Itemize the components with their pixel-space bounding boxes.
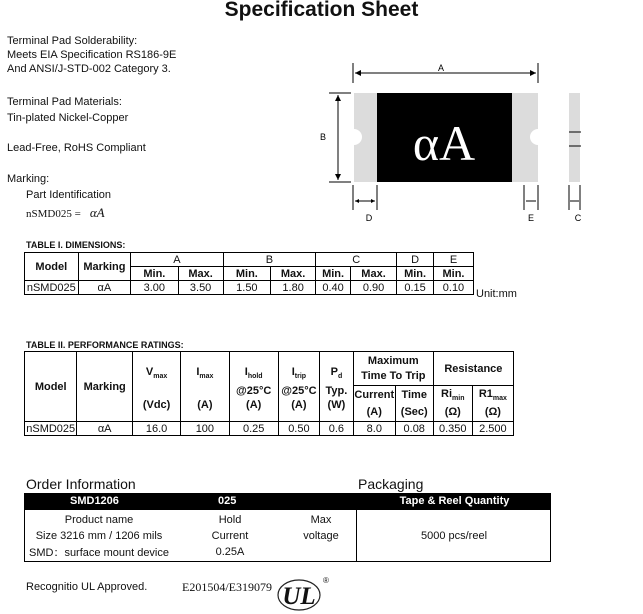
dimension-b-label: B [319,132,327,142]
marking-code: αA [89,205,105,220]
table1-header-row [25,253,474,267]
packaging-quantity: 5000 pcs/reel [420,530,488,542]
table1-subheader: Max. [350,267,396,281]
marking-equation-text: nSMD025 = [26,208,81,220]
table2-col-time: Time [395,386,433,404]
table1-group-b: B [223,253,316,267]
pd-condition: Typ. [325,384,348,397]
table1-cell: 3.00 [131,281,178,295]
table2-col-r1 [472,386,513,404]
ihold-unit: (A) [246,398,262,411]
page-title: Specification Sheet [224,0,419,21]
vmax-unit: (Vdc) [142,398,171,411]
vmax-sub: max [153,373,168,381]
performance-table [24,351,514,436]
table1-subheader: Min. [223,267,270,281]
solderability-line-1: Meets EIA Specification RS186-9E [7,49,177,61]
table2-cell: 0.6 [319,422,353,436]
table2-cell: nSMD025 [26,422,76,435]
ul-logo-icon [274,573,332,613]
order-bar-series: SMD1206 [70,495,119,507]
table2-cell: 0.08 [395,422,433,436]
vmax-symbol: V [145,366,154,379]
table2-col-model: Model [25,352,77,422]
side-view [569,93,580,182]
table-row [24,512,356,528]
table1-group-a: A [131,253,224,267]
table2-header-row [25,352,514,386]
pd-sub: d [337,373,343,381]
table2-cell: αA [77,422,133,436]
table2-cell: 8.0 [353,422,395,436]
table1-col-model: Model [25,253,79,281]
dimensions-table [24,252,474,295]
table1-cell: 1.50 [223,281,270,295]
order-cell: Size 3216 mm / 1206 mils [35,530,163,542]
table1-subheader: Min. [316,267,351,281]
order-table [24,512,356,560]
compliance-text: Lead-Free, RoHS Compliant [7,142,146,154]
table2-cell: 0.50 [278,422,319,436]
imax-sub: max [199,373,214,381]
table1-unit: Unit:mm [476,288,517,300]
left-notch [346,129,362,145]
table2-r1-unit: (Ω) [472,404,513,422]
order-cell [286,544,356,560]
table1-cell: nSMD025 [25,281,79,295]
table2-col-current: Current [353,386,395,404]
order-cell: Product name [64,514,134,526]
packaging-bar-title: Tape & Reel Quantity [399,495,510,507]
order-bar-rating: 025 [218,495,237,507]
solderability-section [7,34,176,76]
ul-file-numbers: E201504/E319079 [182,580,272,594]
part-identification: Part Identification [26,189,111,201]
table1-subheader: Max. [271,267,316,281]
table2-ri-unit: (Ω) [433,404,472,422]
table-row [24,544,356,560]
chip-marking: αA [412,115,476,171]
right-notch [530,129,546,145]
ihold-symbol: I [244,366,248,379]
ihold-sub: hold [247,373,263,381]
r1-sub: max [492,394,507,402]
dimension-c-label: C [574,213,582,223]
table1-cell: 1.80 [271,281,316,295]
table2-col-marking: Marking [77,352,133,422]
ihold-condition: @25°C [236,384,272,397]
materials-value: Tin-plated Nickel-Copper [7,112,129,124]
ul-logo-text: UL [282,583,316,610]
table1-cell: 3.50 [178,281,223,295]
component-diagram [310,55,643,230]
dimension-e-label: E [527,213,535,223]
marking-equation [26,206,105,221]
order-info-heading: Order Information [26,476,136,492]
dimension-a-label: A [437,63,445,73]
table1-subheader: Min. [131,267,178,281]
table1-subheader: Max. [178,267,223,281]
materials-section [7,95,128,125]
order-cell: Current [211,530,249,542]
itrip-condition: @25°C [281,384,317,397]
order-cell: voltage [303,530,339,542]
table1-col-marking: Marking [78,253,131,281]
solderability-heading: Terminal Pad Solderability: [7,35,138,47]
order-cell: 0.25A [215,546,245,558]
solderability-line-2: And ANSI/J-STD-002 Category 3. [7,63,171,75]
marking-heading: Marking: [7,173,50,185]
itrip-sub: trip [294,373,307,381]
table1-cell: 0.40 [316,281,351,295]
imax-unit: (A) [197,398,213,411]
ri-symbol: Ri [441,387,453,400]
recognition-text: Recognitio UL Approved. [26,581,148,593]
ri-sub: min [452,394,465,402]
table-row [25,281,474,295]
table2-cell: 16.0 [132,422,180,436]
table1-cell: 0.10 [433,281,473,295]
dimension-d-label: D [365,213,373,223]
table1-group-c: C [316,253,397,267]
table2-col-resistance: Resistance [433,352,513,386]
table2-col-itrip [278,352,319,422]
table1-caption: TABLE I. DIMENSIONS: [26,240,126,250]
table-row [25,422,514,436]
table2-current-unit: (A) [353,404,395,422]
table2-col-vmax [132,352,180,422]
registered-mark: ® [323,576,329,585]
order-cell: Max [310,514,332,526]
imax-symbol: I [196,366,200,379]
table2-cell: 0.25 [229,422,278,436]
table1-cell: αA [78,281,131,295]
table1-subheader: Min. [433,267,473,281]
table1-group-e: E [433,253,473,267]
table2-col-ihold [229,352,278,422]
r1-symbol: R1 [478,387,493,400]
table2-col-max-time-to-trip: Maximum Time To Trip [353,352,433,386]
table2-caption: TABLE II. PERFORMANCE RATINGS: [26,340,184,350]
packaging-heading: Packaging [358,476,424,492]
table1-group-d: D [397,253,434,267]
order-cell: Hold [218,514,242,526]
table2-col-pd [319,352,353,422]
table2-col-ri [433,386,472,404]
table2-col-imax [181,352,229,422]
pd-symbol: P [330,366,338,379]
table2-time-unit: (Sec) [395,404,433,422]
table1-cell: 0.15 [397,281,434,295]
table1-subheader: Min. [397,267,434,281]
table2-cell: 100 [181,422,229,436]
itrip-symbol: I [291,366,295,379]
pd-unit: (W) [327,398,346,411]
table2-cell: 2.500 [472,422,513,436]
table1-cell: 0.90 [350,281,396,295]
table2-cell: 0.350 [433,422,472,436]
order-cell: SMD：surface mount device [29,547,169,559]
itrip-unit: (A) [291,398,307,411]
materials-heading: Terminal Pad Materials: [7,96,122,108]
table-row [24,528,356,544]
